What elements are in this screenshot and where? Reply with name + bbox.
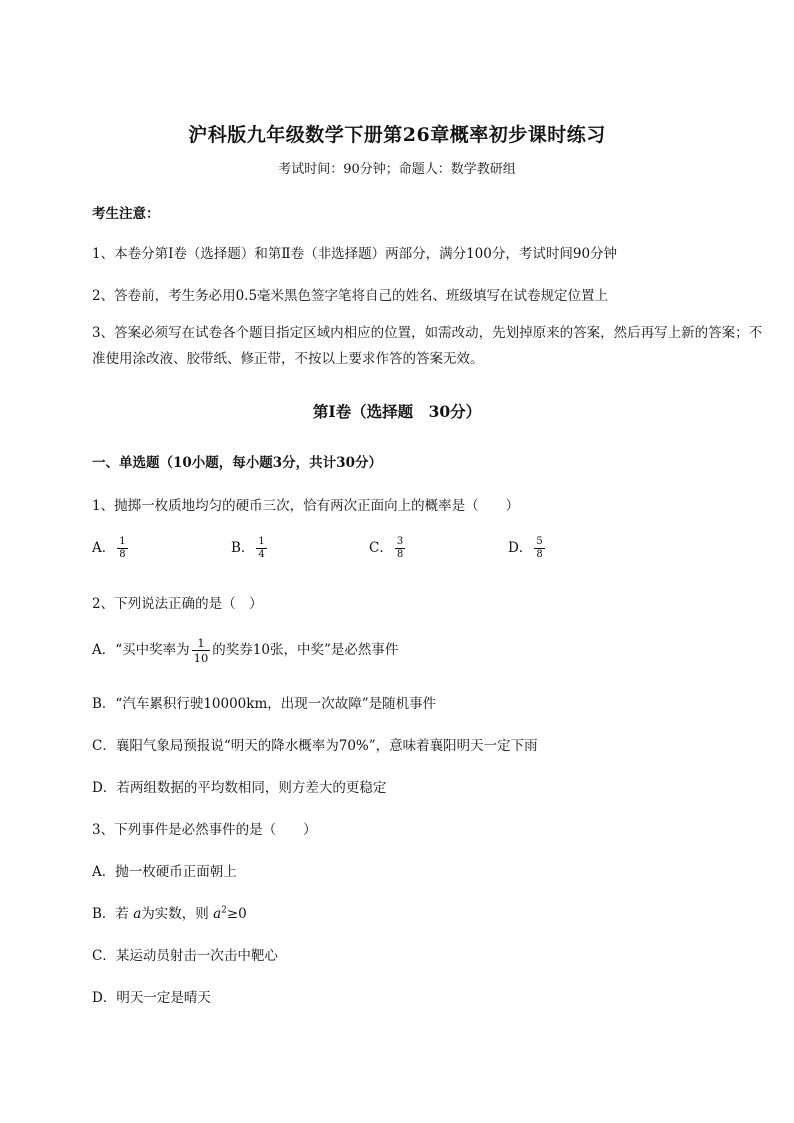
option-letter: B． — [231, 540, 255, 556]
option-letter: C． — [369, 540, 393, 556]
question-1-stem: 1、抛掷一枚质地均匀的硬币三次，恰有两次正面向上的概率是（ ） — [92, 498, 520, 514]
option-text: A．“买中奖率为 — [92, 642, 190, 658]
section-title: 第I卷（选择题 30分） — [312, 402, 482, 421]
q1-option-c — [369, 536, 407, 561]
option-text: B．若 — [92, 906, 134, 922]
variable-a: a — [133, 906, 142, 922]
numerator: 1 — [258, 536, 265, 547]
q1-option-a — [92, 536, 130, 561]
q2-option-b: B．“汽车累积行驶10000km，出现一次故障”是随机事件 — [92, 696, 437, 712]
exponent: 2 — [221, 905, 227, 916]
option-letter: D． — [508, 540, 533, 556]
numerator: 3 — [396, 536, 404, 547]
notice-item-3: 3、答案必须写在试卷各个题目指定区域内相应的位置，如需改动，先划掉原来的答案，然后再写上新的答案；不准使用涂改液、胶带纸、修正带，不按以上要求作答的答案无效。 — [92, 325, 763, 367]
q1-option-d — [508, 536, 547, 561]
denominator: 10 — [193, 651, 209, 665]
denominator: 4 — [258, 549, 265, 560]
numerator: 5 — [536, 536, 543, 547]
denominator: 8 — [536, 549, 543, 560]
notice-item-1: 1、本卷分第I卷（选择题）和第Ⅱ卷（非选择题）两部分，满分100分，考试时间90分钟 — [92, 246, 618, 262]
fraction — [117, 536, 127, 561]
notice-item-2: 2、答卷前，考生务必用0.5毫米黑色签字笔将自己的姓名、班级填写在试卷规定位置上 — [92, 288, 609, 304]
part-title: 一、单选题（10小题，每小题3分，共计30分） — [92, 455, 382, 471]
fraction — [534, 536, 544, 561]
fraction — [192, 636, 211, 665]
fraction — [256, 536, 266, 561]
q3-option-c: C．某运动员射击一次击中靶心 — [92, 948, 278, 964]
q2-option-d: D．若两组数据的平均数相同，则方差大的更稳定 — [92, 780, 387, 796]
option-text: 为实数，则 — [141, 906, 214, 922]
numerator: 1 — [192, 636, 211, 651]
q1-option-b — [231, 536, 269, 561]
question-3-stem: 3、下列事件是必然事件的是（ ） — [92, 822, 317, 838]
q3-option-a: A．抛一枚硬币正面朝上 — [92, 864, 237, 880]
denominator: 8 — [119, 549, 126, 560]
fraction — [395, 536, 405, 561]
q3-option-b — [92, 902, 247, 922]
notice-heading: 考生注意： — [92, 206, 160, 222]
option-text: ≥0 — [226, 906, 247, 922]
numerator: 1 — [119, 536, 126, 547]
q2-option-a — [92, 636, 398, 665]
option-text: 的奖券10张，中奖”是必然事件 — [212, 642, 399, 658]
q2-option-c: C．襄阳气象局预报说“明天的降水概率为70%”，意味着襄阳明天一定下雨 — [92, 738, 538, 754]
page-title: 沪科版九年级数学下册第26章概率初步课时练习 — [188, 124, 606, 146]
option-letter: A． — [92, 540, 116, 556]
q3-option-d: D．明天一定是晴天 — [92, 990, 211, 1006]
question-2-stem: 2、下列说法正确的是（ ） — [92, 596, 263, 612]
variable-a: a — [213, 906, 222, 922]
denominator: 8 — [396, 549, 404, 560]
exam-info: 考试时间：90分钟；命题人：数学教研组 — [278, 162, 516, 177]
